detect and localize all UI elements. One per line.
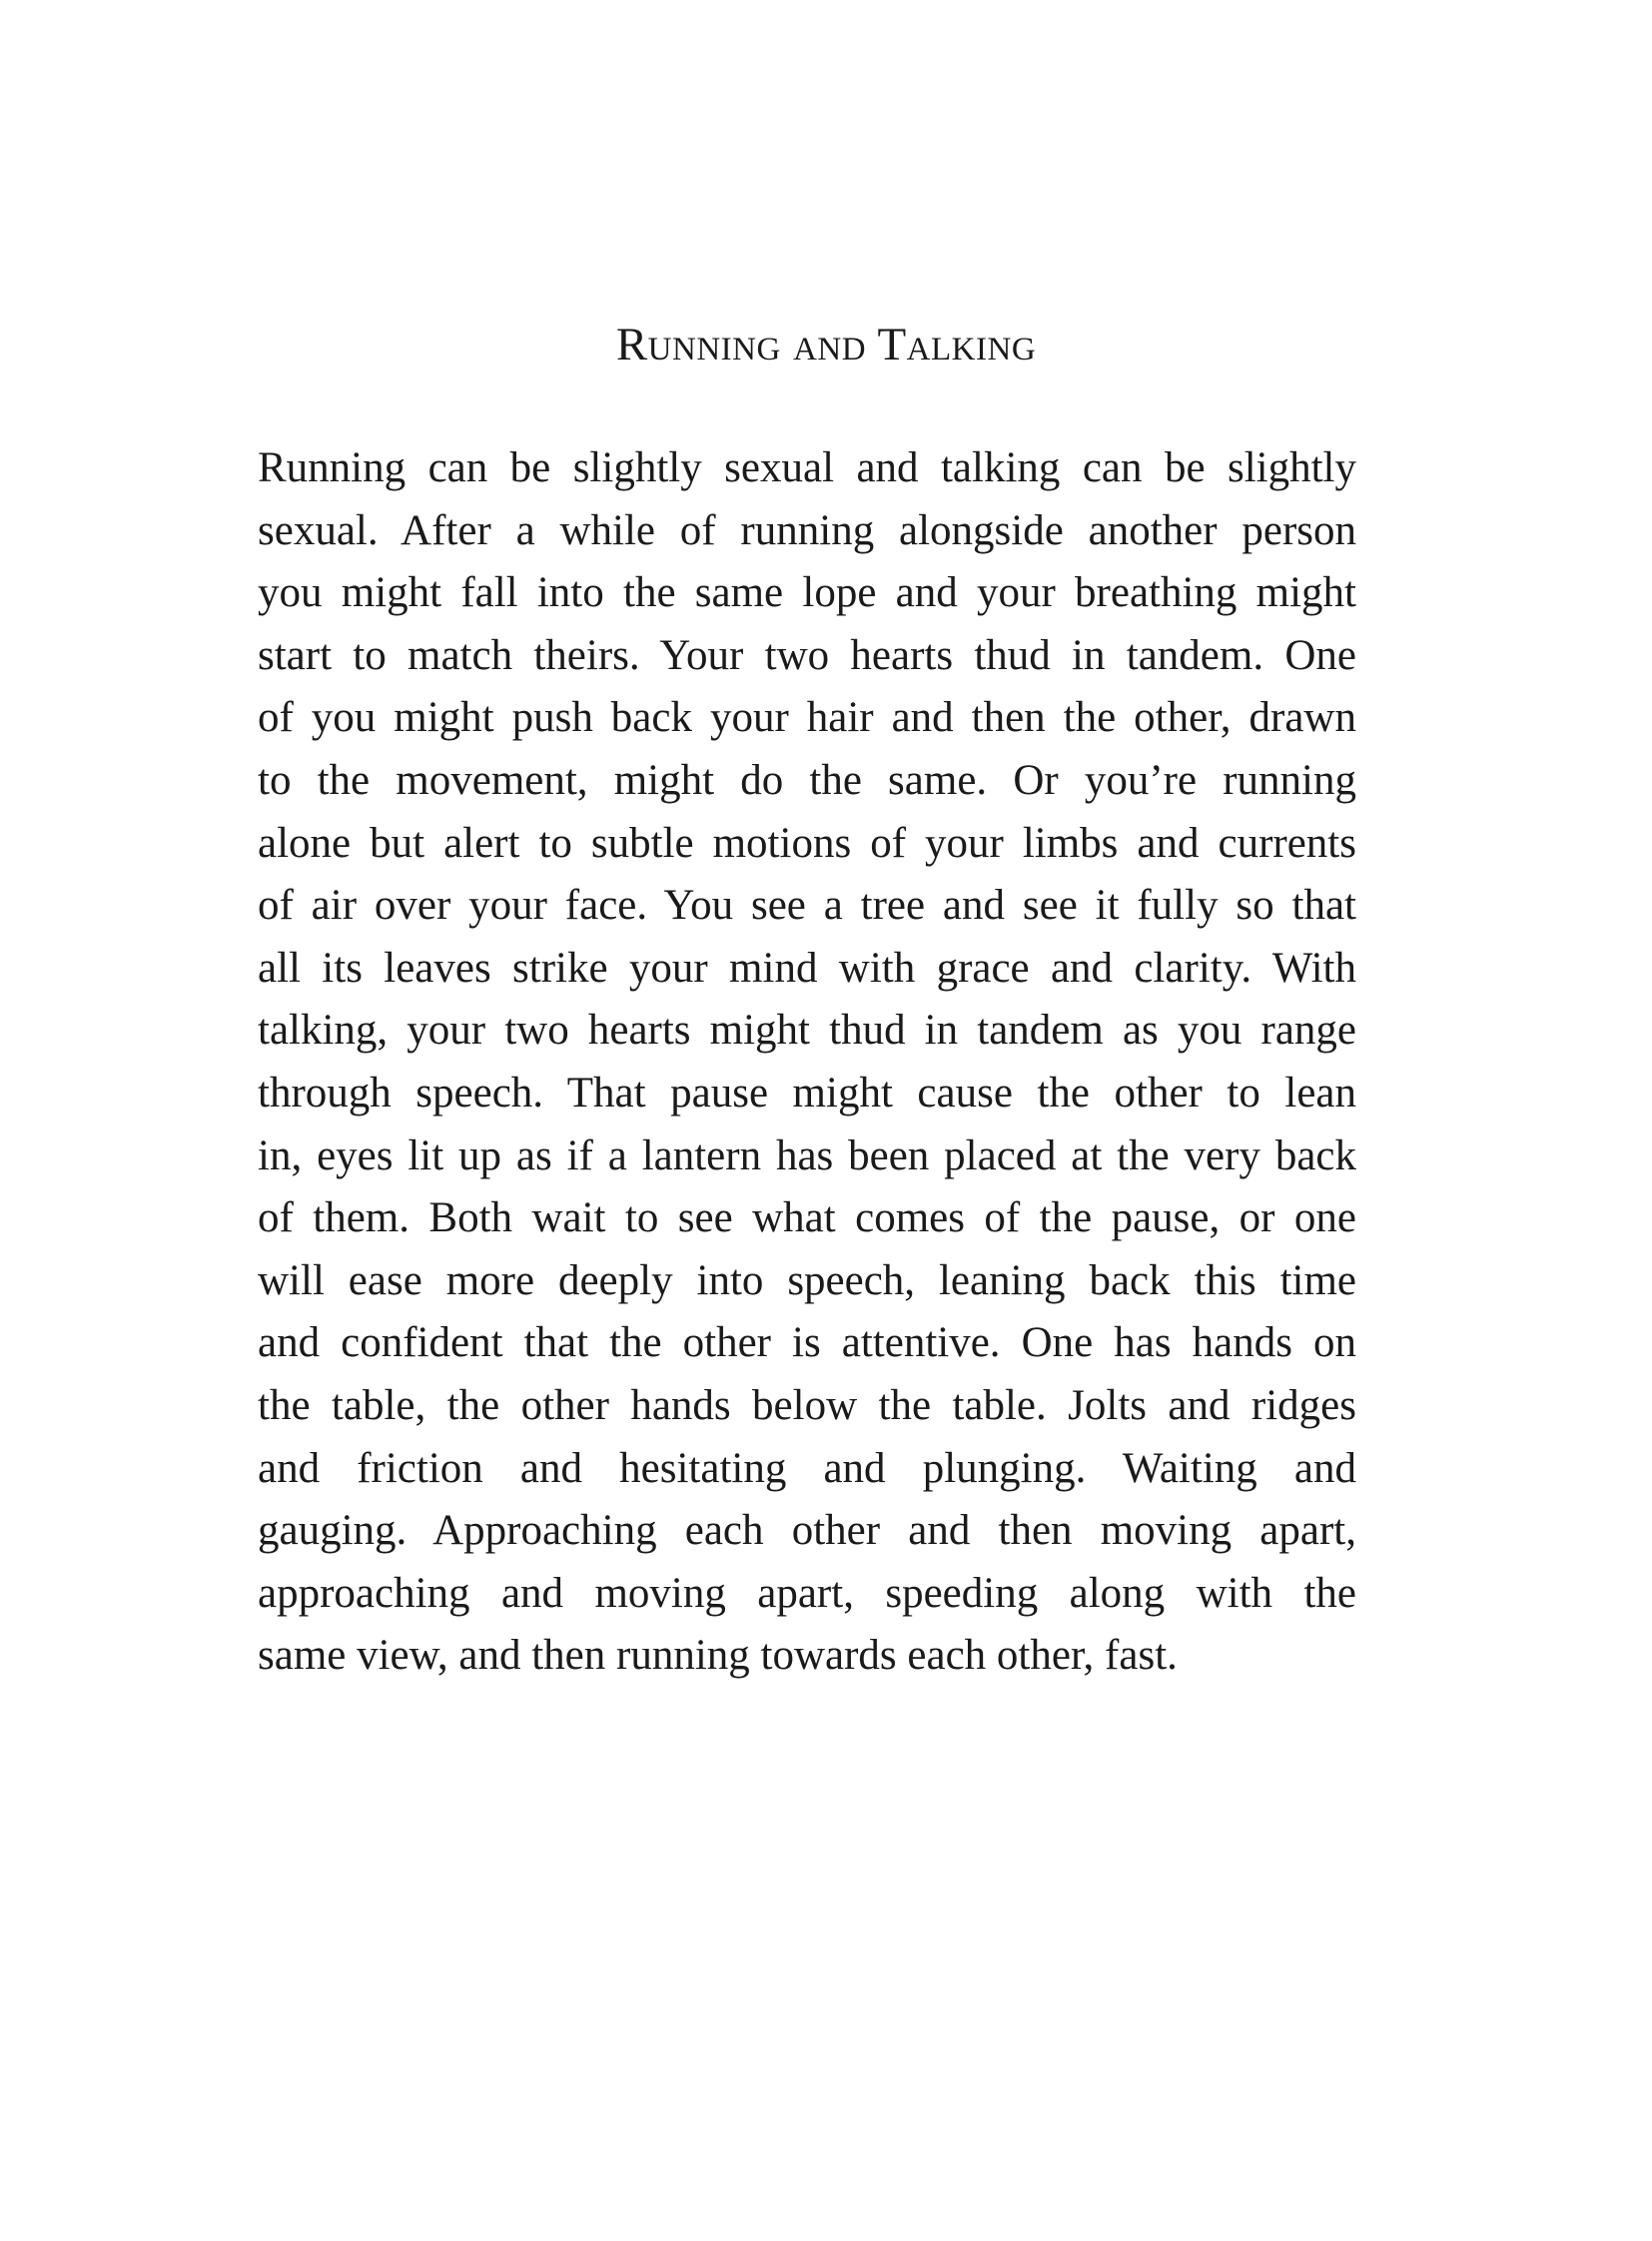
text-line: of them. Both wait to see what comes of the pause, or one	[258, 1194, 1356, 1242]
text-line: sexual. After a while of running alongside another person	[258, 506, 1356, 554]
text-line: all its leaves strike your mind with grace and clarity. With	[258, 944, 1356, 992]
text-line: and friction and hesitating and plunging. Waiting and	[258, 1444, 1356, 1492]
text-line: talking, your two hearts might thud in tandem as you range	[258, 1007, 1356, 1055]
text-line: and confident that the other is attentive. One has hands on	[258, 1319, 1356, 1367]
text-line: you might fall into the same lope and your breathing might	[258, 569, 1356, 617]
text-line: of air over your face. You see a tree and see it fully so that	[258, 882, 1356, 930]
text-line: gauging. Approaching each other and then moving apart,	[258, 1507, 1356, 1555]
text-line: same view, and then running towards each other, fast.	[258, 1632, 1178, 1680]
text-line: through speech. That pause might cause the other to lean	[258, 1069, 1356, 1117]
text-line: of you might push back your hair and then the other, drawn	[258, 694, 1356, 742]
text-line: approaching and moving apart, speeding along with the	[258, 1569, 1356, 1617]
page-title: Running and Talking	[615, 319, 1037, 371]
text-line: in, eyes lit up as if a lantern has been placed at the very back	[258, 1131, 1356, 1179]
text-line: will ease more deeply into speech, leaning back this time	[258, 1256, 1356, 1304]
text-line: to the movement, might do the same. Or you’re running	[258, 756, 1356, 804]
body-paragraph	[258, 437, 1356, 1688]
text-line: the table, the other hands below the table. Jolts and ridges	[258, 1381, 1356, 1429]
text-line: Running can be slightly sexual and talking can be slightly	[258, 444, 1356, 491]
text-line: alone but alert to subtle motions of your limbs and currents	[258, 819, 1356, 867]
text-line: start to match theirs. Your two hearts thud in tandem. One	[258, 631, 1356, 679]
